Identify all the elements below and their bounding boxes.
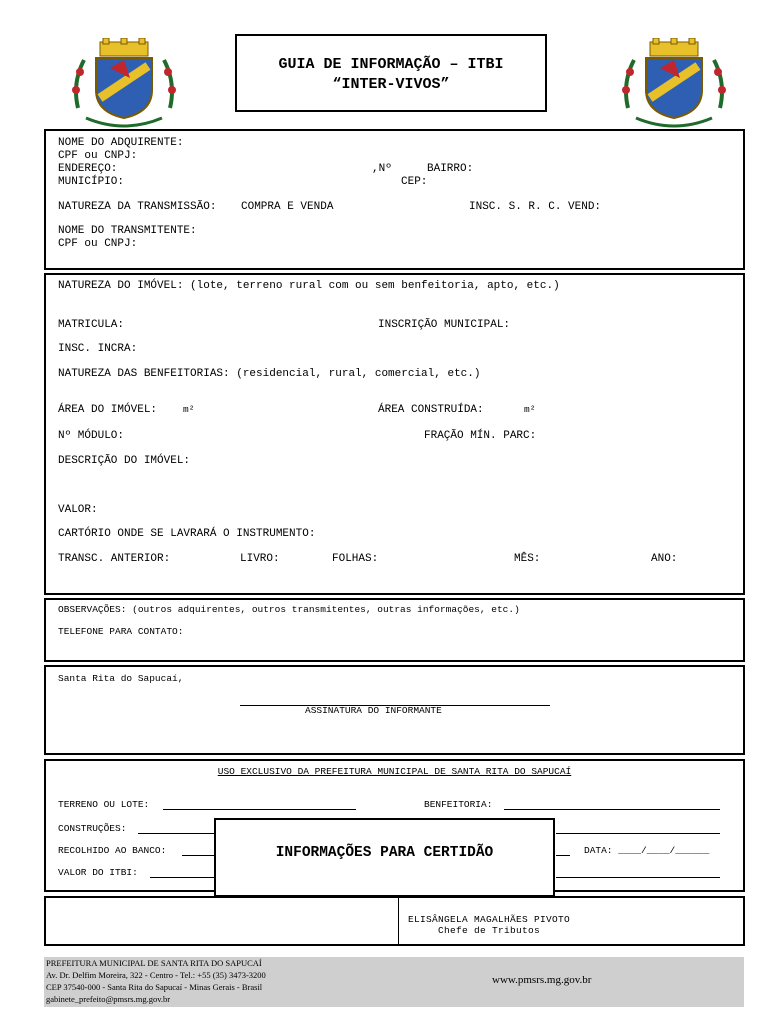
benfeitoria-label: BENFEITORIA: — [424, 799, 493, 810]
observacoes-label: OBSERVAÇÕES: (outros adquirentes, outros transmitentes, outras informações, etc.) — [58, 604, 520, 615]
chefe-section — [44, 896, 745, 946]
construcoes-line-right — [556, 833, 720, 834]
valor-itbi-label: VALOR DO ITBI: — [58, 867, 138, 878]
inscricao-municipal-label: INSCRIÇÃO MUNICIPAL: — [378, 319, 511, 331]
valor-label: VALOR: — [58, 504, 98, 516]
cartorio-label: CARTÓRIO ONDE SE LAVRARÁ O INSTRUMENTO: — [58, 528, 316, 540]
municipal-crest-right — [620, 38, 728, 130]
area-imovel-label: ÁREA DO IMÓVEL: — [58, 404, 158, 416]
chefe-name: ELISÂNGELA MAGALHÃES PIVOTO — [407, 914, 571, 925]
natureza-transmissao-label: NATUREZA DA TRANSMISSÃO: — [58, 201, 217, 213]
footer-cep: CEP 37540-000 - Santa Rita do Sapucaí - Minas Gerais - Brasil — [46, 982, 263, 992]
endereco-label: ENDEREÇO: — [58, 163, 118, 175]
adquirente-name-label: NOME DO ADQUIRENTE: — [58, 137, 184, 149]
fracao-label: FRAÇÃO MÍN. PARC: — [424, 430, 537, 442]
ano-label: ANO: — [651, 553, 678, 565]
insc-incra-label: INSC. INCRA: — [58, 343, 138, 355]
insc-src-vend-label: INSC. S. R. C. VEND: — [469, 201, 602, 213]
certidao-box — [214, 818, 555, 897]
transc-anterior-label: TRANSC. ANTERIOR: — [58, 553, 171, 565]
footer-website[interactable]: www.pmsrs.mg.gov.br — [492, 974, 592, 986]
area-imovel-unit: m² — [183, 404, 195, 415]
numero-label: ,Nº — [372, 163, 392, 175]
municipio-label: MUNICÍPIO: — [58, 176, 125, 188]
adquirente-cpf-label: CPF ou CNPJ: — [58, 150, 138, 162]
signature-section — [44, 665, 745, 755]
observacoes-section — [44, 598, 745, 662]
area-construida-unit: m² — [524, 404, 536, 415]
recolhido-line-right — [556, 855, 570, 856]
prefeitura-heading: USO EXCLUSIVO DA PREFEITURA MUNICIPAL DE SANTA RITA DO SAPUCAÍ — [217, 766, 572, 777]
valor-itbi-line-right — [556, 877, 720, 878]
footer-address: Av. Dr. Delfim Moreira, 322 - Centro - Tel.: +55 (35) 3473-3200 — [46, 970, 266, 980]
terreno-line — [163, 809, 356, 810]
telefone-label: TELEFONE PARA CONTATO: — [58, 626, 184, 637]
certidao-title: INFORMAÇÕES PARA CERTIDÃO — [275, 845, 494, 861]
area-construida-label: ÁREA CONSTRUÍDA: — [378, 404, 484, 416]
footer-org: PREFEITURA MUNICIPAL DE SANTA RITA DO SAPUCAÍ — [46, 958, 262, 968]
cep-label: CEP: — [401, 176, 428, 188]
folhas-label: FOLHAS: — [332, 553, 379, 565]
recolhido-label: RECOLHIDO AO BANCO: — [58, 845, 167, 856]
imovel-section — [44, 273, 745, 595]
municipal-crest-left — [70, 38, 178, 130]
form-subtitle: “INTER-VIVOS” — [332, 76, 450, 93]
terreno-label: TERRENO OU LOTE: — [58, 799, 150, 810]
natureza-imovel-label: NATUREZA DO IMÓVEL: (lote, terreno rural com ou sem benfeitoria, apto, etc.) — [58, 280, 560, 292]
footer-email[interactable]: gabinete_prefeito@pmsrs.mg.gov.br — [46, 994, 171, 1004]
parties-section — [44, 129, 745, 270]
data-label: DATA: ____/____/______ — [584, 845, 710, 856]
signature-caption: ASSINATURA DO INFORMANTE — [305, 705, 442, 716]
chefe-cargo: Chefe de Tributos — [437, 925, 540, 936]
bairro-label: BAIRRO: — [427, 163, 474, 175]
transmitente-cpf-label: CPF ou CNPJ: — [58, 238, 138, 250]
city-label: Santa Rita do Sapucaí, — [58, 673, 184, 684]
descricao-label: DESCRIÇÃO DO IMÓVEL: — [58, 455, 191, 467]
chefe-divider — [398, 898, 399, 944]
modulo-label: Nº MÓDULO: — [58, 430, 125, 442]
footer — [44, 957, 744, 1007]
livro-label: LIVRO: — [240, 553, 280, 565]
title-box — [235, 34, 547, 112]
benfeitoria-line — [504, 809, 720, 810]
construcoes-label: CONSTRUÇÕES: — [58, 823, 127, 834]
construcoes-line — [138, 833, 218, 834]
form-title: GUIA DE INFORMAÇÃO – ITBI — [278, 56, 504, 73]
transmitente-name-label: NOME DO TRANSMITENTE: — [58, 225, 197, 237]
natureza-benfeitorias-label: NATUREZA DAS BENFEITORIAS: (residencial, rural, comercial, etc.) — [58, 368, 481, 380]
valor-itbi-line — [150, 877, 218, 878]
natureza-transmissao-value: COMPRA E VENDA — [241, 201, 334, 213]
matricula-label: MATRICULA: — [58, 319, 125, 331]
recolhido-line — [182, 855, 218, 856]
mes-label: MÊS: — [514, 553, 541, 565]
